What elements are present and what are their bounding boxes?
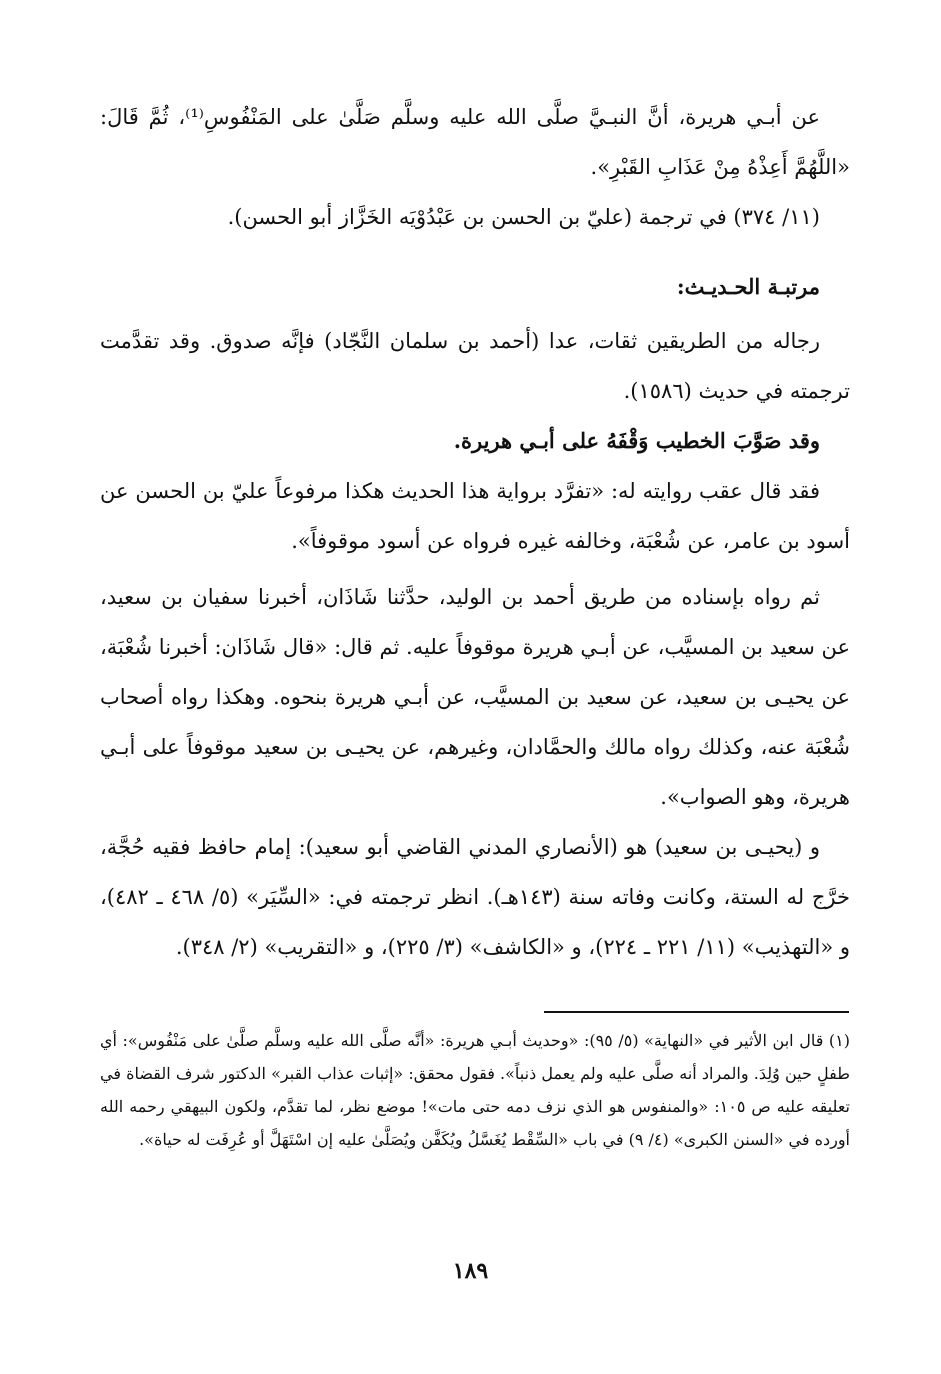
page-body xyxy=(100,92,850,972)
page-number: ١٨٩ xyxy=(452,1258,489,1284)
paragraph-yahya-biography: و (يحيـى بن سعيد) هو (الأنصاري المدني القاضي أبو سعيد): إمام حافظ فقيه حُجَّة، خرَّج له الستة، وكانت وفاته سنة (١٤٣هـ). انظر ترجمته في: «السِّيَر» (٥/ ٤٦٨ ـ ٤٨٢)، و «التهذيب» (١١/ ٢٢١ ـ ٢٢٤)، و «الكاشف» (٣/ ٢٢٥)، و «التقريب» (٢/ ٣٤٨). xyxy=(100,835,850,959)
section-heading: مرتبـة الحـديـث: xyxy=(676,274,820,299)
paragraph-khatib-quote: فقد قال عقب روايته له: «تفرَّد برواية هذا الحديث هكذا مرفوعاً عليّ بن الحسن عن أسود بن عامر، عن شُعْبَة، وخالفه غيره فرواه عن أسود موقوفاً». xyxy=(100,479,850,553)
footnotes xyxy=(100,1024,850,1156)
paragraph-isnad: ثم رواه بإسناده من طريق أحمد بن الوليد، حدَّثنا شَاذَان، أخبرنا سفيان بن سعيد، عن سعيد بن المسيَّب، عن أبـي هريرة موقوفاً عليه. ثم قال: «قال شَاذَان: أخبرنا شُعْبَة، عن يحيـى بن سعيد، عن سعيد بن المسيَّب، عن أبـي هريرة بنحوه. وهكذا رواه أصحاب شُعْبَة عنه، وكذلك رواه مالك والحمَّادان، وغيرهم، عن يحيـى بن سعيد موقوفاً على أبـي هريرة، وهو الصواب». xyxy=(100,585,850,809)
footnote-1: (١) قال ابن الأثير في «النهاية» (٥/ ٩٥): «وحديث أبـي هريرة: «أنَّه صلَّى الله عليه وسلَّم صلَّىٰ على مَنْفُوس»: أي طفلٍ حين وُلِدَ. والمراد أنه صلَّى عليه ولم يعمل ذنباً». فقول محقق: «إثبات عذاب القبر» الدكتور شرف القضاة في تعليقه عليه ص ١٠٥: «والمنفوس هو الذي نزف دمه حتى مات»! موضع نظر، لما تقدَّم، ولكون البيهقي رحمه الله أورده في «السنن الكبرى» (٤/ ٩) في باب «السِّقْط يُغَسَّلُ ويُكَفَّن ويُصَلَّىٰ عليه إن اسْتَهَلَّ أو عُرِفَت له حياة». xyxy=(100,1031,850,1149)
paragraph-khatib-ruling: وقد صَوَّبَ الخطيب وَقْفَهُ على أبـي هريرة. xyxy=(453,428,820,453)
paragraph-narrators: رجاله من الطريقين ثقات، عدا (أحمد بن سلمان النَّجّاد) فإنَّه صدوق. وقد تقدَّمت ترجمته في حديث (١٥٨٦). xyxy=(100,329,850,403)
paragraph-hadith-text: عن أبـي هريرة، أنَّ النبـيَّ صلَّى الله عليه وسلَّم صَلَّىٰ على المَنْفُوسِ⁽¹⁾، ثُمَّ قَالَ: «اللَّهُمَّ أَعِذْهُ مِنْ عَذَابِ القَبْرِ». xyxy=(100,105,850,179)
paragraph-reference: (١١/ ٣٧٤) في ترجمة (عليّ بن الحسن بن عَبْدُوْيَه الخَزَّاز أبو الحسن). xyxy=(227,205,820,229)
footnote-divider xyxy=(544,1011,849,1013)
